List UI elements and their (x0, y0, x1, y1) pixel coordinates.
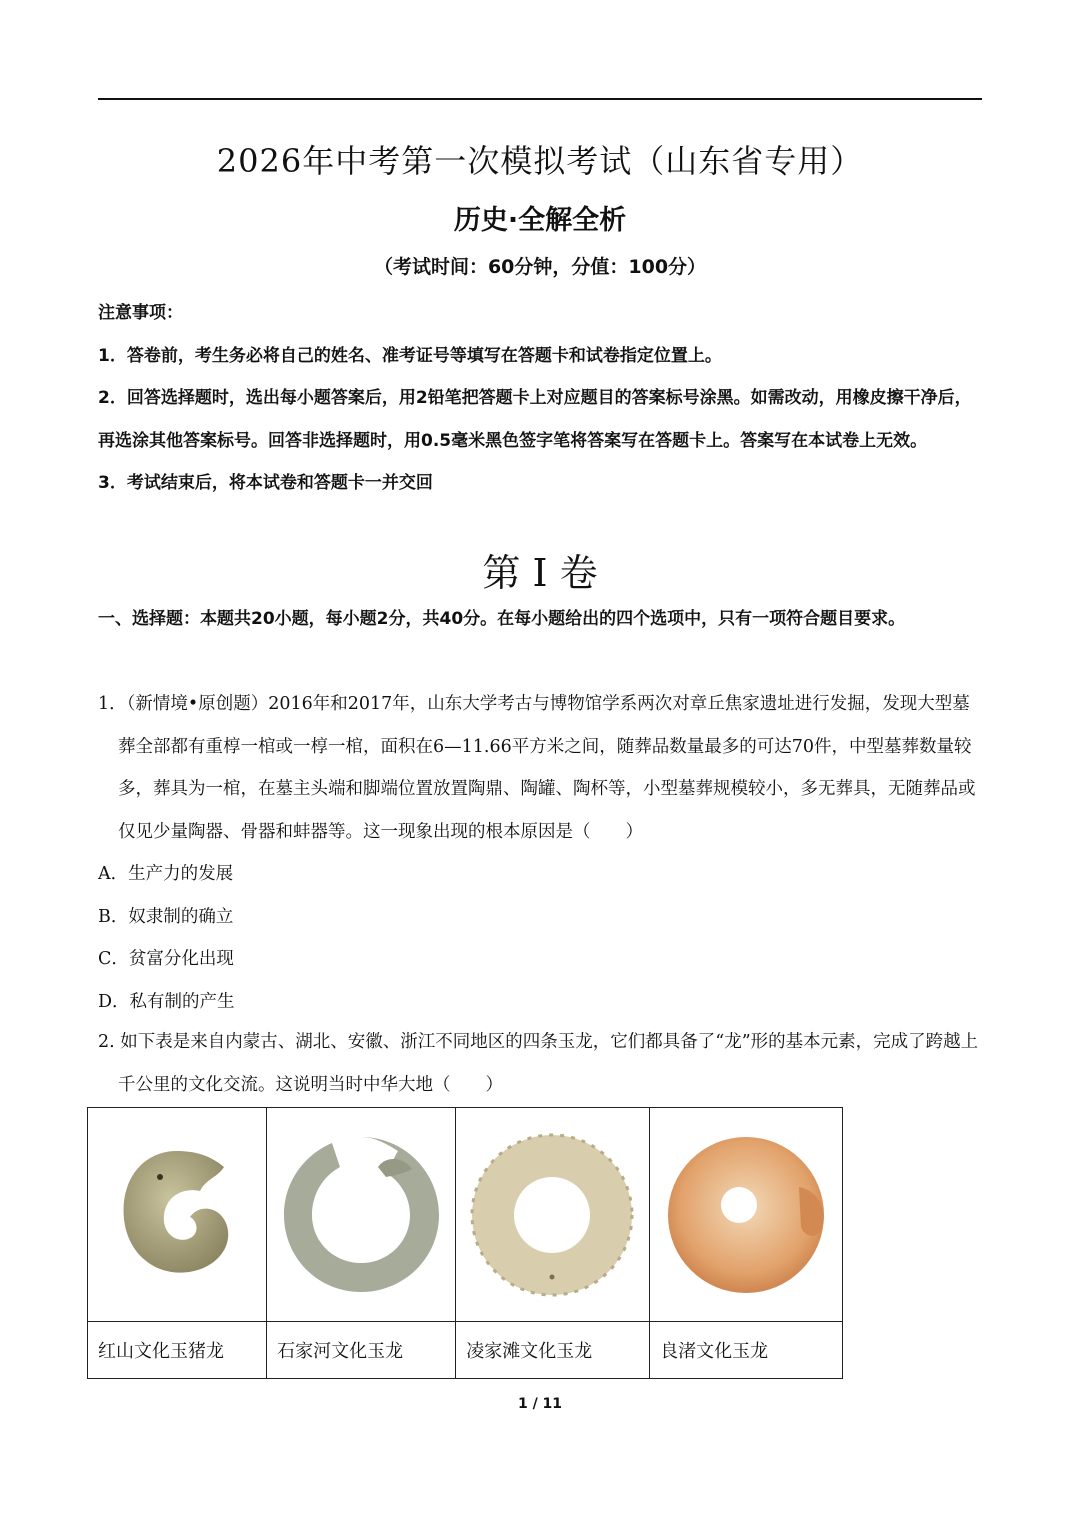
option-c: C．贫富分化出现 (98, 949, 234, 969)
jade-caption: 良渚文化玉龙 (650, 1321, 843, 1378)
question-2-stem: 2. 如下表是来自内蒙古、湖北、安徽、浙江不同地区的四条玉龙，它们都具备了“龙”形的基本元素，完成了跨越上千公里的文化交流。这说明当时中华大地（ ） (98, 1032, 979, 1095)
question-1-stem: 1．（新情境•原创题）2016年和2017年，山东大学考古与博物馆学系两次对章丘焦家遗址进行发掘，发现大型墓葬全部都有重椁一棺或一椁一棺，面积在6—11.66平方米之间，随葬品数量最多的可达70件，中型墓葬数量较多，葬具为一棺，在墓主头端和脚端位置放置陶鼎、陶罐、陶杯等，小型墓葬规模较小，多无葬具，无随葬品或仅见少量陶器、骨器和蚌器等。这一现象出现的根本原因是（ ） (98, 694, 976, 842)
note-item: 3．考试结束后，将本试卷和答题卡一并交回 (98, 473, 433, 493)
jade-cell (88, 1108, 267, 1322)
liangzhu-jade-dragon-image (659, 1127, 834, 1302)
jade-caption: 红山文化玉猪龙 (88, 1321, 267, 1378)
note-item: 1．答卷前，考生务必将自己的姓名、准考证号等填写在答题卡和试卷指定位置上。 (98, 345, 722, 366)
note-item: 2．回答选择题时，选出每小题答案后，用2铅笔把答题卡上对应题目的答案标号涂黑。如需改动，用橡皮擦干净后，再选涂其他答案标号。回答非选择题时，用0.5毫米黑色签字笔将答案写在答题卡上。答案写在本试卷上无效。 (98, 388, 972, 451)
option-d: D．私有制的产生 (98, 991, 235, 1012)
question-1 (98, 683, 984, 1023)
jade-cell (650, 1108, 843, 1322)
notes-section (98, 292, 984, 505)
section-title: 第 I 卷 (482, 551, 598, 595)
jade-caption: 石家河文化玉龙 (267, 1321, 456, 1378)
shijiahe-jade-dragon-image (274, 1127, 449, 1302)
jade-caption: 凌家滩文化玉龙 (456, 1321, 650, 1378)
header-rule (98, 98, 982, 100)
hongshan-jade-pig-dragon-image (102, 1139, 252, 1289)
notes-heading: 注意事项： (98, 303, 183, 323)
lingjiatan-jade-dragon-image (465, 1127, 640, 1302)
exam-title: 2026年中考第一次模拟考试（山东省专用） (216, 142, 864, 180)
section-instruction: 一、选择题：本题共20小题，每小题2分，共40分。在每小题给出的四个选项中，只有一项符合题目要求。 (98, 609, 906, 629)
exam-subtitle: 历史·全解全析 (453, 205, 627, 236)
option-b: B．奴隶制的确立 (98, 906, 234, 927)
exam-info: （考试时间：60分钟，分值：100分） (373, 256, 707, 278)
page-number: 1 / 11 (517, 1396, 563, 1412)
option-a: A．生产力的发展 (98, 864, 234, 884)
jade-dragon-table (87, 1107, 843, 1379)
jade-cell (456, 1108, 650, 1322)
jade-cell (267, 1108, 456, 1322)
